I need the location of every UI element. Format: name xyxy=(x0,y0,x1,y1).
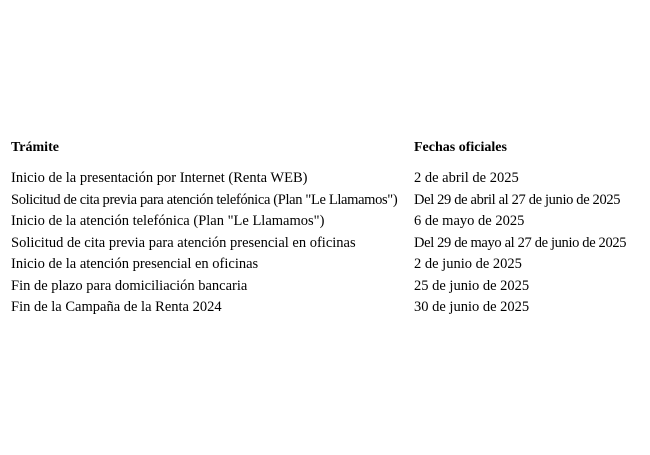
fecha-cell: 25 de junio de 2025 xyxy=(414,277,530,294)
tramite-cell: Inicio de la atención telefónica (Plan "Le Llamamos") xyxy=(11,213,325,230)
tramite-cell: Inicio de la presentación por Internet (Renta WEB) xyxy=(11,170,308,187)
fecha-cell: Del 29 de abril al 27 de junio de 2025 xyxy=(414,191,621,208)
tramite-cell: Fin de la Campaña de la Renta 2024 xyxy=(11,299,222,316)
header-tramite: Trámite xyxy=(11,140,59,155)
table-row xyxy=(11,190,647,212)
header-fechas-oficiales: Fechas oficiales xyxy=(414,140,507,155)
tramite-cell: Fin de plazo para domiciliación bancaria xyxy=(11,277,248,294)
tramite-cell: Solicitud de cita previa para atención telefónica (Plan "Le Llamamos") xyxy=(11,191,398,208)
table-row xyxy=(11,211,647,233)
fecha-cell: 2 de junio de 2025 xyxy=(414,256,522,273)
fecha-cell: 2 de abril de 2025 xyxy=(414,170,519,187)
table-row xyxy=(11,276,647,298)
renta-dates-table xyxy=(11,137,647,319)
table-header-row xyxy=(11,137,647,159)
table-row xyxy=(11,297,647,319)
fecha-cell: 30 de junio de 2025 xyxy=(414,299,530,316)
table-row xyxy=(11,168,647,190)
fecha-cell: Del 29 de mayo al 27 de junio de 2025 xyxy=(414,234,627,251)
table-row xyxy=(11,233,647,255)
tramite-cell: Inicio de la atención presencial en oficinas xyxy=(11,256,259,273)
table-row xyxy=(11,254,647,276)
tramite-cell: Solicitud de cita previa para atención presencial en oficinas xyxy=(11,234,356,251)
fecha-cell: 6 de mayo de 2025 xyxy=(414,213,525,230)
